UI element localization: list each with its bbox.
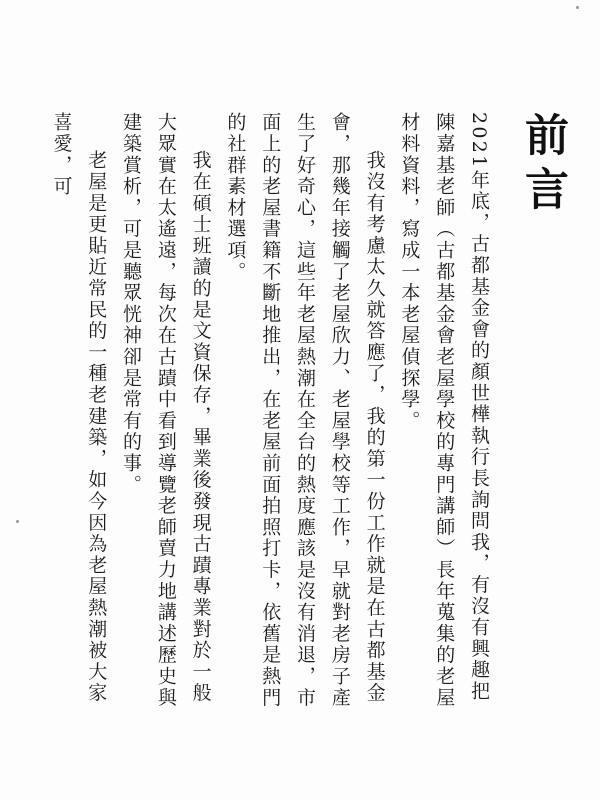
body-text	[44, 112, 496, 712]
scan-speck	[576, 6, 579, 9]
paragraph: 2021年底，古都基金會的顏世樺執行長詢問我，有沒有興趣把陳嘉基老師（古都基金會老屋學校的專門講師）長年蒐集的老屋材料資料，寫成一本老屋偵探學。	[398, 112, 490, 709]
paragraph: 老屋是更貼近常民的一種老建築，如今因為老屋熱潮被大家喜愛，可	[50, 112, 108, 704]
paragraph: 我沒有考慮太久就答應了，我的第一份工作就是在古都基金會，那幾年接觸了老屋欣力、老屋學校等工作，早就對老房子產生了好奇心，這些年老屋熱潮在全台的熱度應該是沒有消退，市面上的老屋書籍不斷地推出，在老屋前面拍照打卡，依舊是熱門的社群素材選項。	[224, 112, 386, 709]
page-title: 前言	[517, 112, 568, 220]
paragraph: 我在碩士班讀的是文資保存，畢業後發現古蹟專業對於一般大眾實在太遙遠，每次在古蹟中看到導覽老師賣力地講述歷史與建築賞析，可是聽眾恍神卻是常有的事。	[120, 112, 212, 709]
scan-speck	[16, 520, 19, 523]
